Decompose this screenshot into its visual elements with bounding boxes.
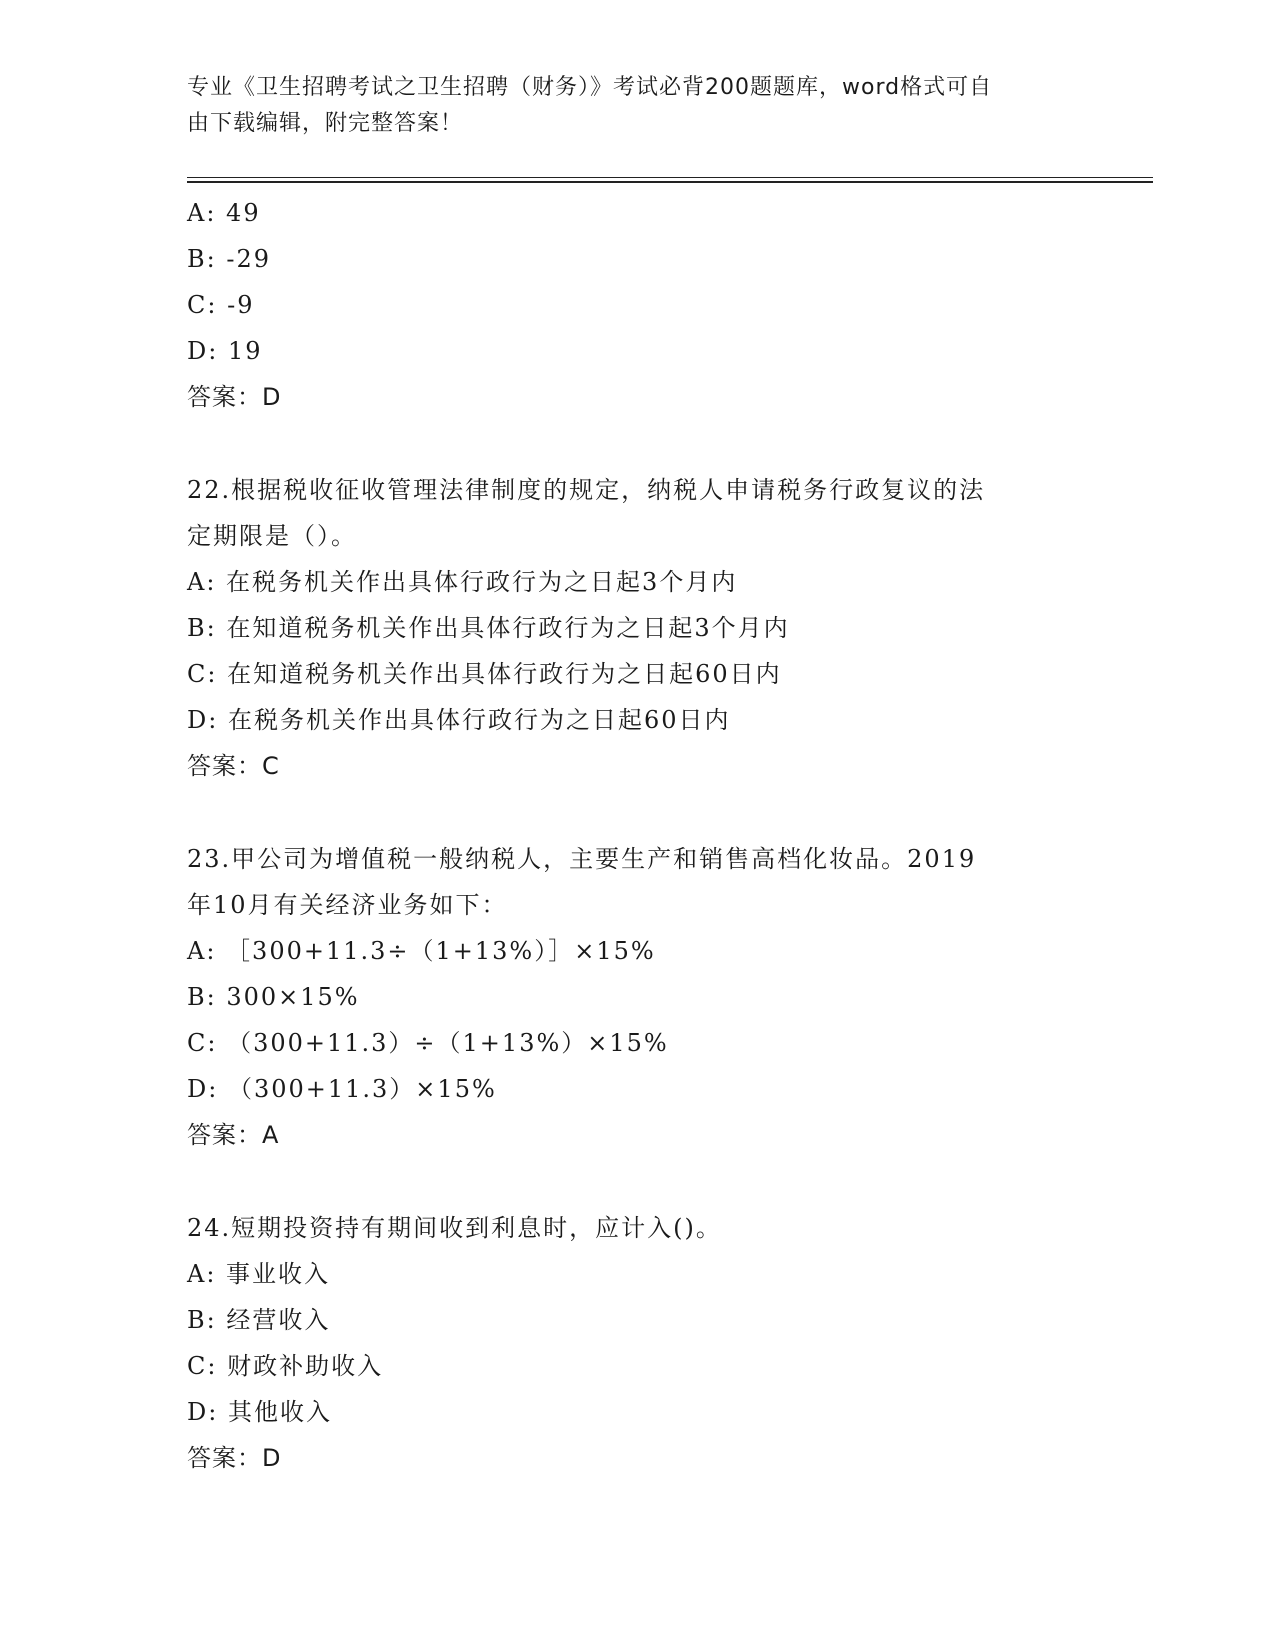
- option-b: B: 在知道税务机关作出具体行政行为之日起3个月内: [187, 614, 790, 642]
- answer-line: 答案：A: [187, 1121, 280, 1149]
- question-list: [187, 190, 1087, 1481]
- answer-line: 答案：C: [187, 752, 280, 780]
- option-d: D: 在税务机关作出具体行政行为之日起60日内: [187, 706, 731, 734]
- question-text-line-1: 22.根据税收征收管理法律制度的规定，纳税人申请税务行政复议的法: [187, 476, 986, 504]
- option-d: D: （300+11.3）×15%: [187, 1075, 497, 1103]
- option-d: D: 其他收入: [187, 1398, 332, 1426]
- header-line-1: 专业《卫生招聘考试之卫生招聘（财务）》考试必背200题题库，word格式可自: [187, 75, 993, 100]
- question-text-line-1: 23.甲公司为增值税一般纳税人，主要生产和销售高档化妆品。2019: [187, 845, 977, 873]
- option-b: B: 300×15%: [187, 983, 360, 1011]
- option-c: C: 在知道税务机关作出具体行政行为之日起60日内: [187, 660, 782, 688]
- option-a: A: 事业收入: [187, 1260, 331, 1288]
- option-c: C: 财政补助收入: [187, 1352, 384, 1380]
- option-a: A: 49: [187, 199, 261, 227]
- header-divider-top: [187, 177, 1153, 178]
- option-d: D: 19: [187, 337, 263, 365]
- question-block: [187, 467, 1087, 789]
- option-a: A: 在税务机关作出具体行政行为之日起3个月内: [187, 568, 738, 596]
- question-text-line-1: 24.短期投资持有期间收到利息时，应计入()。: [187, 1214, 722, 1242]
- option-b: B: 经营收入: [187, 1306, 331, 1334]
- answer-line: 答案：D: [187, 1444, 282, 1472]
- question-text-line-2: 年10月有关经济业务如下：: [187, 891, 508, 919]
- question-block: [187, 190, 1087, 420]
- option-a: A: ［300+11.3÷（1+13%）］×15%: [187, 937, 656, 965]
- header-divider-bottom: [187, 181, 1153, 183]
- document-header: [187, 70, 1067, 142]
- option-b: B: -29: [187, 245, 271, 273]
- option-c: C: （300+11.3）÷（1+13%）×15%: [187, 1029, 669, 1057]
- question-text-line-2: 定期限是（）。: [187, 522, 357, 550]
- header-line-2: 由下载编辑，附完整答案！: [187, 111, 464, 136]
- option-c: C: -9: [187, 291, 255, 319]
- question-block: [187, 836, 1087, 1158]
- answer-line: 答案：D: [187, 383, 282, 411]
- question-block: [187, 1205, 1087, 1481]
